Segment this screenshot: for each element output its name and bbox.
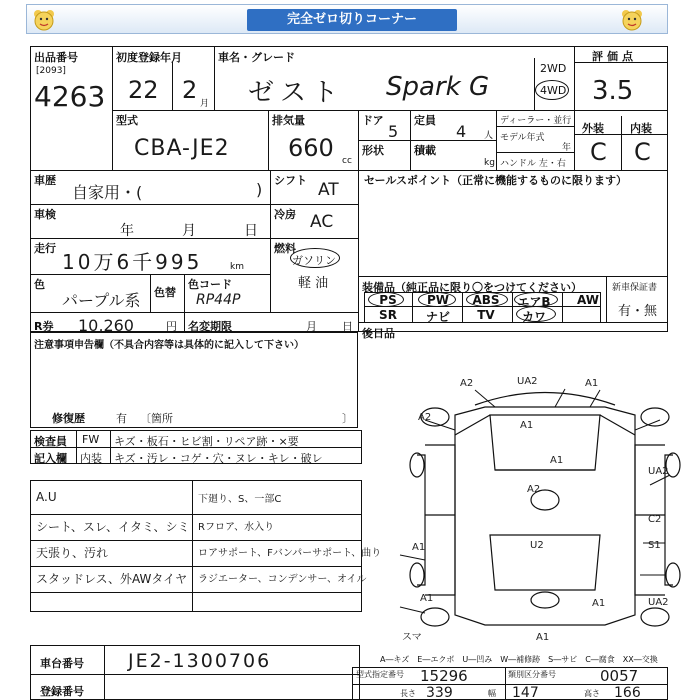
- car-grade: Spark G: [386, 72, 490, 102]
- inspector-row2-label: 記入欄: [34, 452, 67, 465]
- new-warranty-value: 有・無: [618, 304, 658, 319]
- first-reg-month-unit: 月: [200, 99, 210, 109]
- capacity-unit: 人: [484, 131, 494, 141]
- damage-code: S1: [648, 540, 661, 551]
- damage-code: A1: [585, 378, 599, 389]
- damage-code: スマ: [402, 632, 422, 643]
- remark-left-item: スタッドレス、外AWタイヤ: [36, 572, 188, 586]
- displacement-value: 660: [288, 134, 334, 162]
- grade-score: 3.5: [592, 76, 634, 106]
- first-reg-month: 2: [182, 76, 198, 104]
- recycle-label: R券: [34, 320, 54, 333]
- mascot-bear-icon: [619, 7, 645, 33]
- remark-left-item: A.U: [36, 490, 57, 504]
- cert-value1: 15296: [420, 667, 468, 685]
- exterior-grade: C: [590, 138, 607, 166]
- fuel-gasoline: ガソリン: [292, 254, 336, 267]
- damage-code: A1: [420, 593, 434, 604]
- rename-month: 月: [306, 320, 317, 333]
- selling-points-label: セールスポイント（正常に機能するものに限ります）: [364, 174, 628, 187]
- model-label: 型式: [116, 114, 138, 127]
- equip-airbag-circle: [514, 292, 558, 307]
- model-year-label: モデル年式: [500, 133, 545, 143]
- fuel-label: 燃料: [274, 242, 296, 255]
- inspector-row2-a: 内装: [80, 452, 102, 465]
- usage-close: ): [256, 180, 263, 199]
- shift-value: AT: [318, 180, 339, 200]
- equipment-label: 装備品（純正品に限り〇をつけてください）: [362, 281, 582, 294]
- damage-code: UA2: [648, 597, 669, 608]
- equip-kawa-circle: [516, 306, 556, 322]
- color-code-label: 色コード: [188, 278, 232, 291]
- first-reg-year: 22: [128, 76, 159, 104]
- remark-right-item: Rフロア、水入り: [198, 522, 275, 533]
- mascot-bear-icon: [31, 7, 57, 33]
- damage-code: A2: [527, 484, 541, 495]
- recycle-value: 10,260: [78, 316, 134, 335]
- displacement-label: 排気量: [272, 114, 305, 127]
- model-value: CBA-JE2: [134, 136, 230, 161]
- color-value: パープル系: [62, 291, 141, 310]
- reg-label: 登録番号: [40, 685, 84, 698]
- rear-seat-label: 後日品: [362, 327, 395, 340]
- equipment-item: ナビ: [425, 310, 450, 324]
- color-label: 色: [34, 278, 45, 291]
- capacity-value: 4: [456, 122, 467, 141]
- equipment-item: SR: [379, 308, 397, 322]
- equip-pw-circle: [418, 292, 456, 307]
- damage-code: UA2: [517, 376, 538, 387]
- rename-day: 日: [342, 320, 353, 333]
- remark-right-item: 下廻り、S、一部C: [198, 494, 282, 505]
- model-year-unit: 年: [562, 143, 572, 153]
- car-name-label: 車名・グレード: [218, 51, 295, 64]
- damage-code: A2: [418, 412, 432, 423]
- recycle-unit: 円: [166, 320, 177, 333]
- chassis-value: JE2-1300706: [128, 650, 272, 672]
- remark-left-item: シート、スレ、イタミ、シミ: [36, 520, 190, 534]
- banner-title: 完全ゼロ切りコーナー: [247, 9, 457, 31]
- cert-label1: 型式指定番号: [356, 670, 404, 679]
- inspection-label: 車検: [34, 208, 56, 221]
- exterior-label: 外装: [582, 122, 604, 135]
- displacement-unit: cc: [342, 156, 352, 166]
- rename-label: 名変期限: [188, 320, 232, 333]
- cert-length: 339: [426, 685, 453, 700]
- handle-label: ハンドル 左・右: [500, 159, 566, 169]
- usage-label: 車歴: [34, 174, 56, 187]
- cert-label2: 類別区分番号: [508, 670, 556, 679]
- inspector-row1-b: キズ・板石・ヒビ割・リペア跡・×要: [114, 435, 299, 448]
- first-reg-label: 初度登録年月: [116, 51, 182, 64]
- interior-label: 内装: [630, 122, 652, 135]
- interior-grade: C: [634, 138, 651, 166]
- equipment-item: TV: [477, 308, 495, 322]
- equipment-item: エアB: [517, 295, 551, 309]
- aircon-value: AC: [310, 212, 334, 232]
- inspection-year: 年: [120, 223, 134, 239]
- mileage-unit: km: [230, 262, 244, 272]
- shape-label: 形状: [362, 144, 384, 157]
- inspection-day: 日: [244, 223, 258, 239]
- load-unit: kg: [484, 158, 495, 168]
- dealer-label: ディーラー・並行: [500, 116, 572, 126]
- doors-label: ドア: [362, 114, 384, 127]
- repair-value: 有: [116, 412, 127, 425]
- equip-ps-circle: [368, 292, 404, 307]
- repair-close: 〕: [342, 412, 353, 425]
- new-warranty-label: 新車保証書: [612, 283, 658, 293]
- damage-code: A1: [536, 632, 550, 643]
- remark-left-item: 天張り、汚れ: [36, 546, 109, 560]
- inspector-row2-b: キズ・汚レ・コゲ・穴・ヌレ・キレ・破レ: [114, 452, 323, 465]
- chassis-label: 車台番号: [40, 657, 84, 670]
- equipment-item: カワ: [521, 310, 546, 324]
- damage-code: A1: [412, 542, 426, 553]
- shift-label: シフト: [274, 174, 307, 187]
- drive-2wd: 2WD: [540, 62, 567, 75]
- repair-place: 〔箇所: [140, 412, 173, 425]
- load-label: 積載: [414, 144, 436, 157]
- cert-height: 166: [614, 685, 641, 700]
- cert-length-label: 長さ: [400, 689, 416, 698]
- lot-number: 4263: [34, 80, 106, 113]
- damage-code: UA2: [648, 466, 669, 477]
- damage-code: C2: [648, 514, 662, 525]
- equipment-item: PW: [426, 293, 450, 307]
- cert-value2: 0057: [600, 667, 639, 685]
- remark-right-item: ロアサポート、Fバンパーサポート、曲り: [198, 548, 382, 559]
- aircon-label: 冷房: [274, 208, 296, 221]
- damage-code: A2: [460, 378, 474, 389]
- color-change-label: 色替: [154, 286, 176, 299]
- damage-code: U2: [530, 540, 544, 551]
- damage-code: A1: [550, 455, 564, 466]
- inspection-month: 月: [182, 223, 196, 239]
- equipment-item: AW: [577, 293, 599, 307]
- damage-code: A1: [592, 598, 606, 609]
- mileage-label: 走行: [34, 242, 56, 255]
- cert-width: 147: [512, 685, 539, 700]
- equipment-item: PS: [379, 293, 397, 307]
- cert-width-label: 幅: [488, 689, 496, 698]
- fuel-diesel: 軽 油: [298, 276, 329, 291]
- damage-code: A1: [520, 420, 534, 431]
- equipment-item: ABS: [472, 293, 500, 307]
- notes-label: 注意事項申告欄（不具合内容等は具体的に記入して下さい）: [34, 340, 304, 351]
- cert-height-label: 高さ: [584, 689, 600, 698]
- mileage-value: 10万6千995: [62, 250, 203, 274]
- grade-label: 評価点: [592, 50, 637, 63]
- lot-sub: [2093]: [36, 66, 66, 76]
- color-code: RP44P: [196, 292, 241, 308]
- lot-label: 出品番号: [34, 51, 78, 64]
- remark-right-item: ラジエーター、コンデンサー、オイル: [198, 574, 367, 585]
- car-name: ゼスト: [248, 78, 345, 108]
- damage-legend: A―キズ E―エクボ U―凹み W―補修跡 S―サビ C―腐食 XX―交換: [380, 655, 658, 664]
- equip-abs-circle: [466, 292, 508, 307]
- doors-value: 5: [388, 122, 399, 141]
- banner: [26, 4, 668, 34]
- drive-4wd: 4WD: [540, 84, 567, 97]
- inspector-row1-label: 検査員: [34, 435, 67, 448]
- capacity-label: 定員: [414, 114, 436, 127]
- repair-label: 修復歴: [52, 412, 85, 425]
- inspector-row1-a: FW: [82, 433, 100, 446]
- usage-value: 自家用・(: [72, 183, 143, 202]
